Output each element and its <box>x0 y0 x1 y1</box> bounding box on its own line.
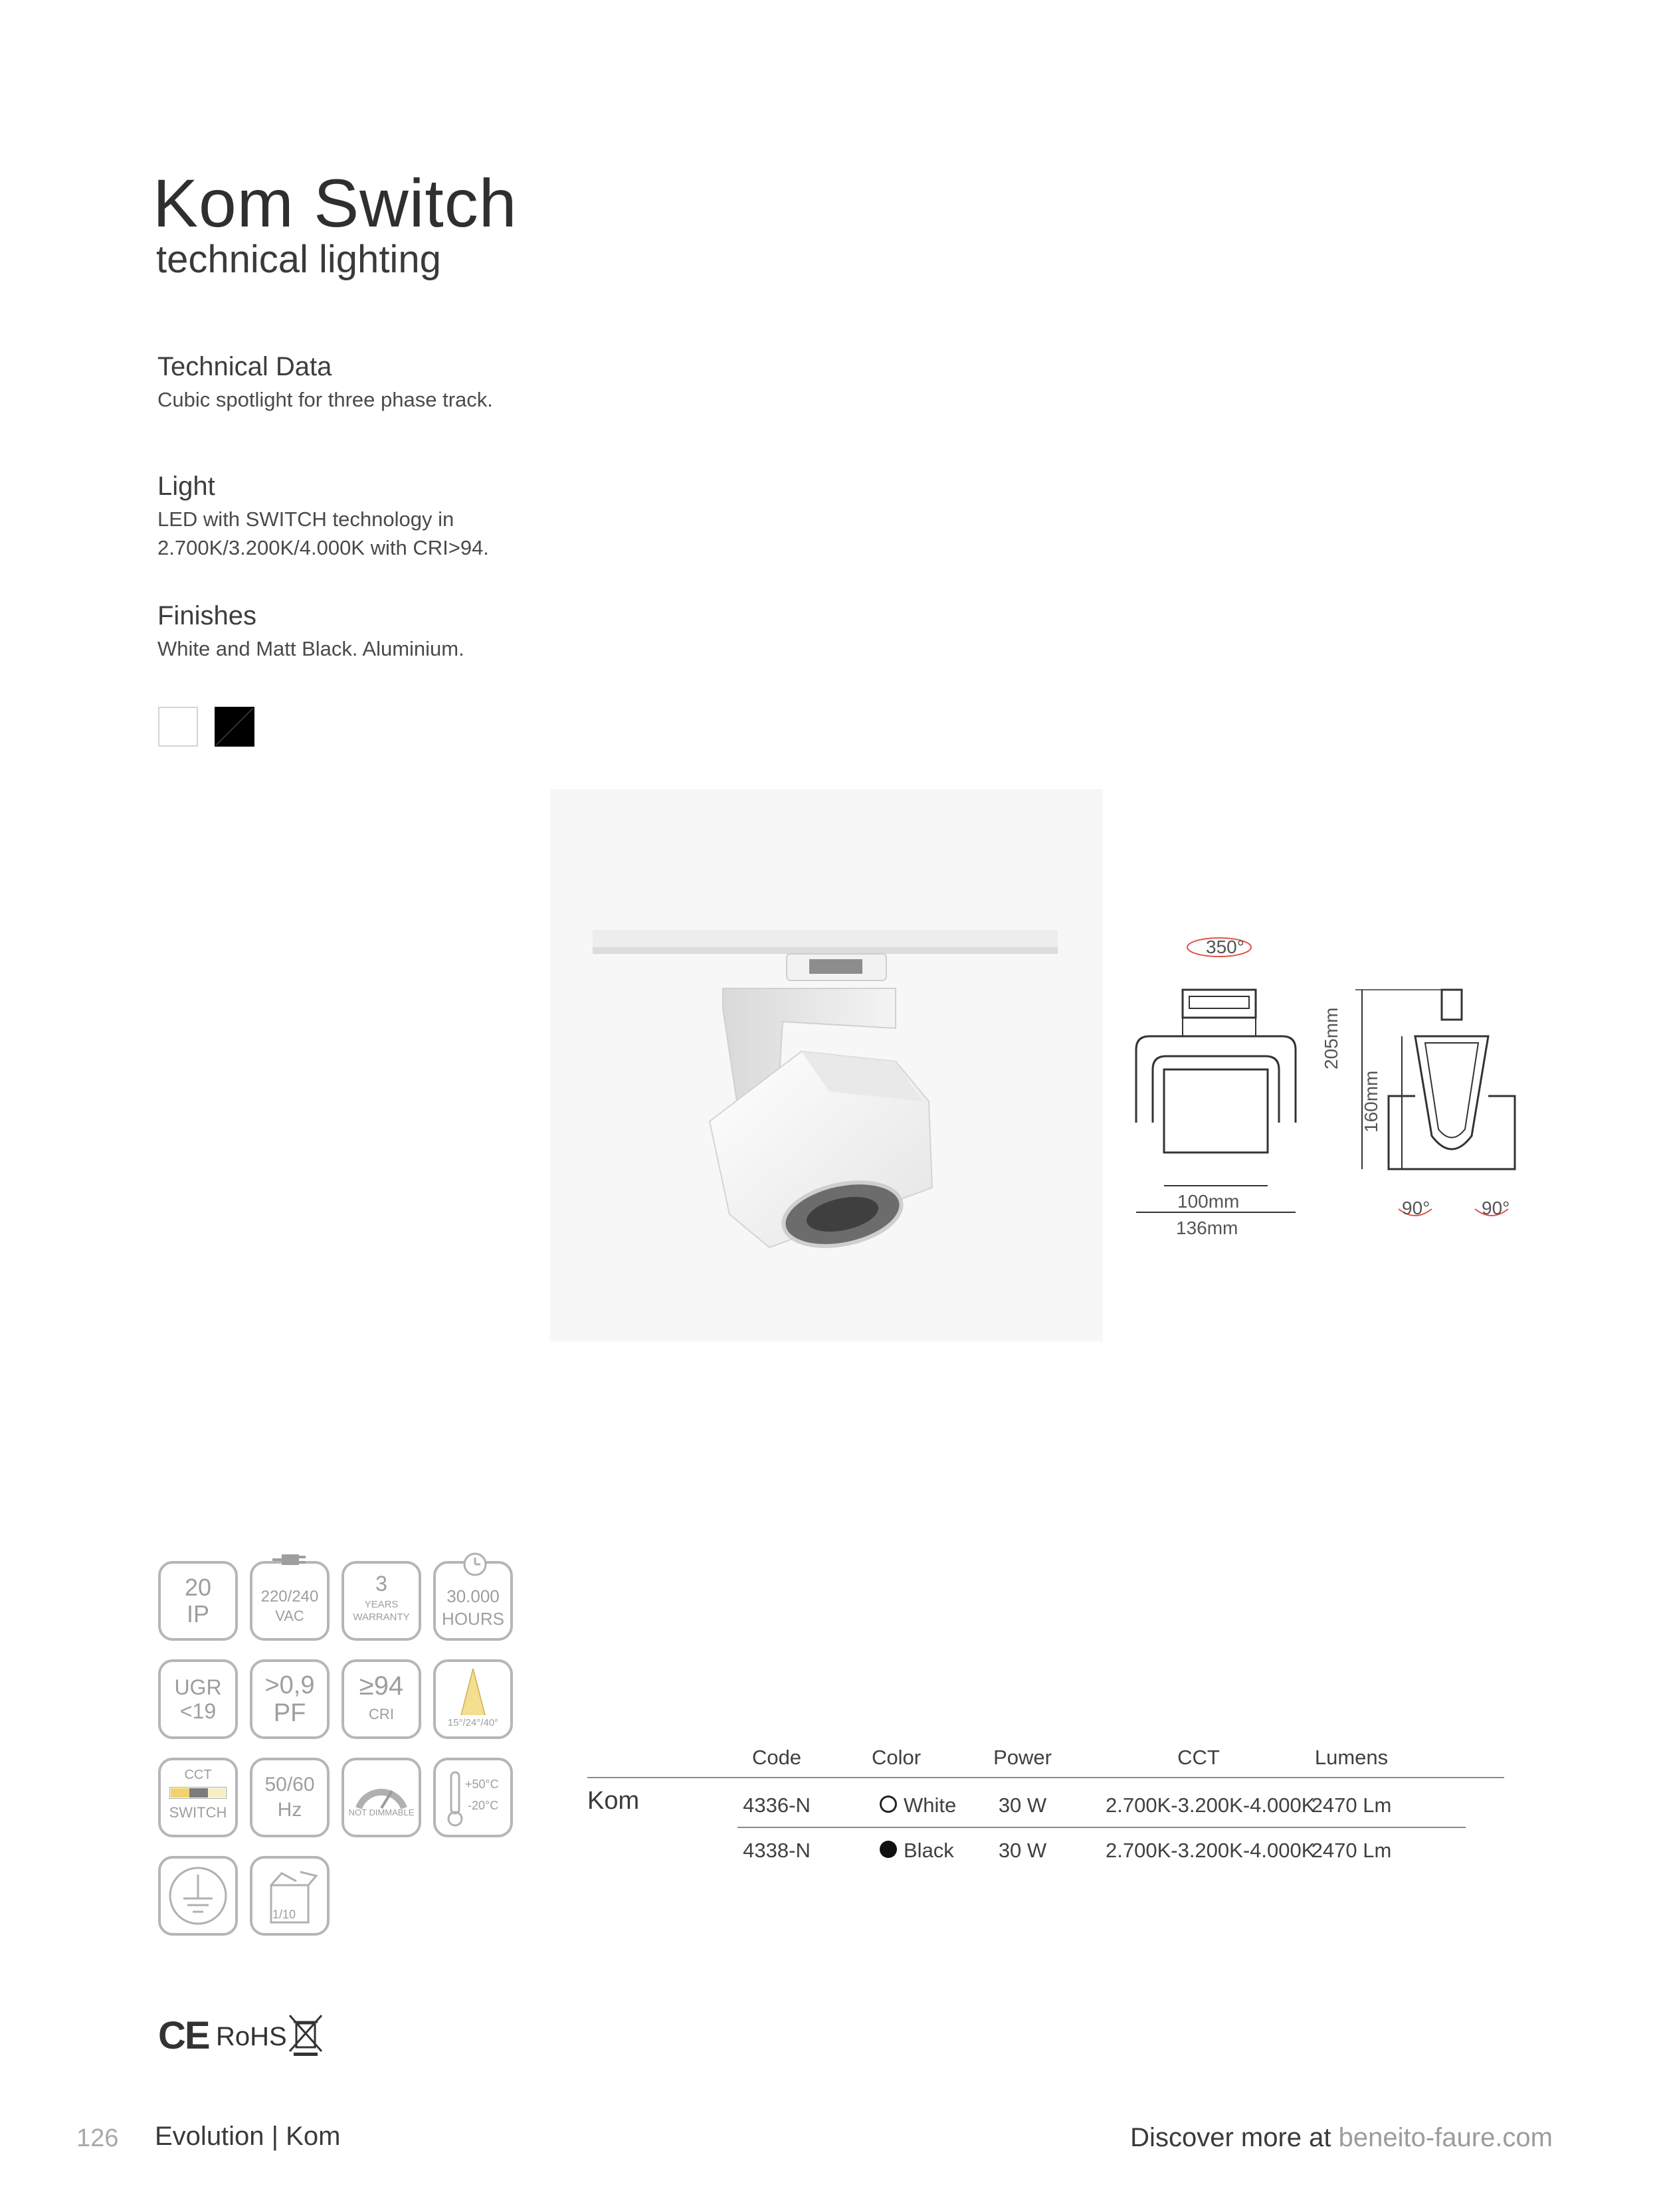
cri-badge: ≥94 CRI <box>342 1659 421 1739</box>
voltage-badge: 220/240 VAC <box>250 1561 330 1641</box>
col-header-cct: CCT <box>1177 1746 1220 1769</box>
ugr-badge: UGR <19 <box>158 1659 238 1739</box>
col-header-code: Code <box>751 1746 802 1769</box>
dimmer-gauge-icon <box>344 1767 419 1813</box>
row2-code: 4338-N <box>743 1839 811 1862</box>
row1-cct: 2.700K-3.200K-4.000K <box>1106 1794 1316 1817</box>
technical-data-text: Cubic spotlight for three phase track. <box>157 388 493 411</box>
power-factor-badge: >0,9 PF <box>250 1659 330 1739</box>
box-icon <box>252 1859 327 1933</box>
ground-icon <box>161 1859 235 1933</box>
white-finish-swatch <box>158 707 198 747</box>
inner-width-label: 100mm <box>1177 1191 1240 1212</box>
tilt-left-label: 90° <box>1402 1198 1430 1218</box>
ce-mark: CE <box>158 2014 209 2057</box>
website-link[interactable]: beneito-faure.com <box>1338 2123 1553 2152</box>
technical-data-heading: Technical Data <box>157 352 332 381</box>
temperature-range-badge: +50°C -20°C <box>433 1758 513 1837</box>
body-height-label: 160mm <box>1361 1070 1381 1133</box>
col-header-color: Color <box>871 1746 922 1769</box>
rohs-mark: RoHS <box>216 2022 287 2051</box>
ip-rating-badge: 20 IP <box>158 1561 238 1641</box>
header-divider <box>587 1777 1504 1778</box>
col-header-lumens: Lumens <box>1314 1746 1389 1769</box>
light-heading: Light <box>157 472 215 501</box>
row1-power: 30 W <box>998 1794 1047 1817</box>
frequency-badge: 50/60 Hz <box>250 1758 330 1837</box>
beam-angle-icon <box>436 1665 510 1718</box>
product-table <box>587 1747 1504 1880</box>
tilt-right-label: 90° <box>1482 1198 1510 1218</box>
warranty-badge: 3 YEARS WARRANTY <box>342 1561 421 1641</box>
row1-code: 4336-N <box>743 1794 811 1817</box>
rotation-label: 350° <box>1206 937 1244 957</box>
cct-color-bar-icon <box>169 1787 227 1799</box>
weee-bin-icon <box>287 2013 324 2057</box>
finishes-heading: Finishes <box>157 601 256 630</box>
row-divider <box>737 1827 1466 1828</box>
ground-badge <box>158 1856 238 1936</box>
page-subtitle: technical lighting <box>156 238 441 281</box>
dimension-drawing <box>1123 917 1548 1262</box>
black-dot-icon <box>880 1841 897 1858</box>
black-finish-swatch <box>215 707 254 747</box>
footer-discover: Discover more at beneito-faure.com <box>1130 2123 1553 2152</box>
beam-angle-badge: 15°/24°/40° <box>433 1659 513 1739</box>
plug-icon <box>272 1549 310 1569</box>
finishes-text: White and Matt Black. Aluminium. <box>157 637 464 660</box>
page-title: Kom Switch <box>153 165 518 241</box>
product-photo <box>550 789 1103 1342</box>
clock-icon <box>462 1552 488 1577</box>
white-dot-icon <box>880 1796 897 1813</box>
packaging-badge: 1/10 <box>250 1856 330 1936</box>
light-text-line2: 2.700K/3.200K/4.000K with CRI>94. <box>157 536 489 559</box>
row2-power: 30 W <box>998 1839 1047 1862</box>
page-number: 126 <box>76 2124 119 2152</box>
product-name: Kom <box>587 1787 640 1815</box>
cct-switch-badge: CCT SWITCH <box>158 1758 238 1837</box>
not-dimmable-badge: NOT DIMMABLE <box>342 1758 421 1837</box>
row2-color: Black <box>880 1840 979 1861</box>
thermometer-icon <box>445 1770 465 1829</box>
footer-section: Evolution | Kom <box>155 2122 341 2151</box>
row1-color: White <box>880 1795 979 1815</box>
col-header-power: Power <box>993 1746 1052 1769</box>
total-height-label: 205mm <box>1321 1007 1341 1069</box>
outer-width-label: 136mm <box>1176 1218 1238 1238</box>
row2-cct: 2.700K-3.200K-4.000K <box>1106 1839 1316 1862</box>
row1-lumens: 2470 Lm <box>1311 1794 1392 1817</box>
light-text-line1: LED with SWITCH technology in <box>157 507 454 531</box>
lifetime-hours-badge: 30.000 HOURS <box>433 1561 513 1641</box>
row2-lumens: 2470 Lm <box>1311 1839 1392 1862</box>
